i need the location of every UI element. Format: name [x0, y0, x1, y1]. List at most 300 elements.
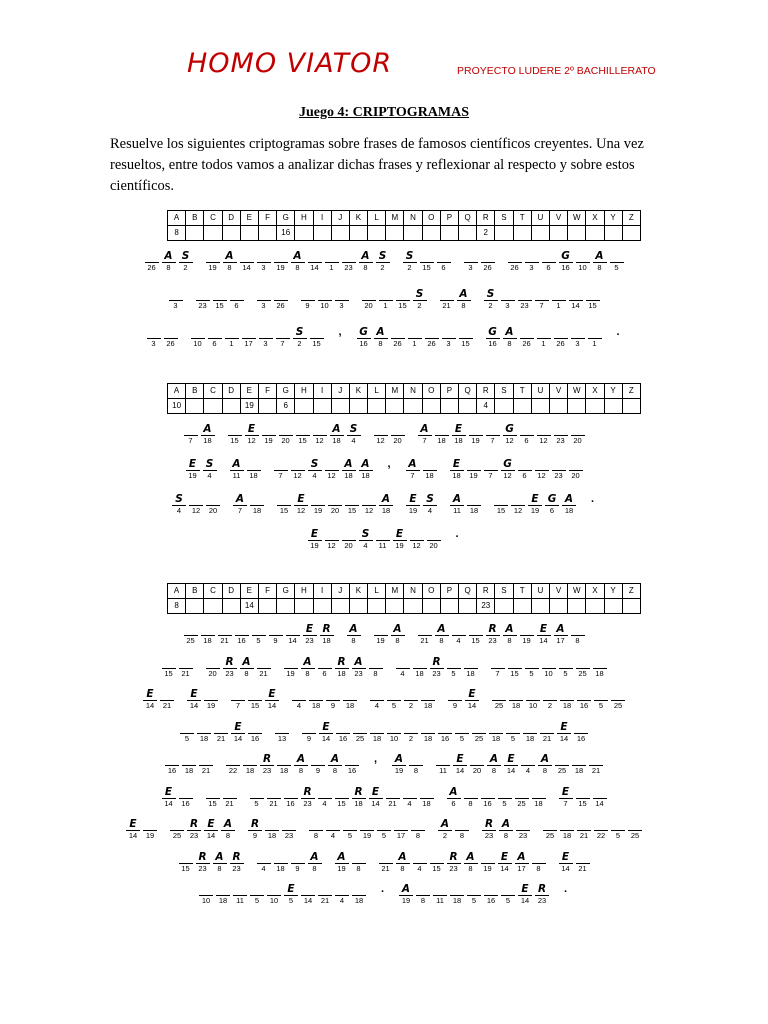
cipher-cell[interactable] [447, 656, 461, 679]
answer-letter[interactable]: R [535, 883, 549, 896]
answer-letter[interactable] [520, 326, 534, 339]
cipher-cell[interactable] [318, 786, 332, 809]
answer-letter[interactable]: A [359, 250, 373, 263]
cipher-cell[interactable] [469, 423, 483, 446]
answer-letter[interactable] [574, 721, 588, 734]
key-number-cell[interactable] [313, 399, 331, 414]
answer-letter[interactable] [197, 721, 211, 734]
answer-letter[interactable] [509, 688, 523, 701]
cipher-cell[interactable] [486, 326, 500, 349]
cipher-cell[interactable] [387, 721, 401, 744]
answer-letter[interactable] [571, 423, 585, 436]
cipher-cell[interactable] [535, 458, 549, 481]
answer-letter[interactable] [143, 818, 157, 831]
cipher-cell[interactable] [562, 493, 576, 516]
cipher-cell[interactable] [508, 656, 522, 679]
answer-letter[interactable] [235, 623, 249, 636]
key-number-cell[interactable] [386, 599, 404, 614]
cipher-cell[interactable] [335, 656, 349, 679]
cipher-cell[interactable] [498, 851, 512, 874]
answer-letter[interactable] [508, 250, 522, 263]
key-number-cell[interactable] [422, 599, 440, 614]
answer-letter[interactable]: A [457, 288, 471, 301]
key-number-cell[interactable] [440, 226, 458, 241]
cipher-cell[interactable] [240, 656, 254, 679]
answer-letter[interactable] [179, 656, 193, 669]
cipher-cell[interactable] [494, 493, 508, 516]
answer-letter[interactable] [352, 883, 366, 896]
cipher-cell[interactable] [393, 528, 407, 551]
cipher-cell[interactable] [277, 753, 291, 776]
answer-letter[interactable]: S [413, 288, 427, 301]
cipher-cell[interactable] [404, 688, 418, 711]
cipher-cell[interactable] [516, 818, 530, 841]
answer-letter[interactable] [291, 851, 305, 864]
cipher-cell[interactable] [413, 656, 427, 679]
cipher-cell[interactable] [248, 818, 262, 841]
cipher-cell[interactable] [420, 250, 434, 273]
cipher-cell[interactable] [302, 721, 316, 744]
answer-letter[interactable]: S [203, 458, 217, 471]
answer-letter[interactable]: E [537, 623, 551, 636]
key-number-cell[interactable] [404, 599, 422, 614]
cipher-cell[interactable] [257, 851, 271, 874]
cipher-cell[interactable] [335, 786, 349, 809]
cipher-cell[interactable] [611, 818, 625, 841]
cipher-cell[interactable] [248, 721, 262, 744]
cipher-cell[interactable] [442, 326, 456, 349]
answer-letter[interactable] [423, 458, 437, 471]
answer-letter[interactable] [282, 818, 296, 831]
cipher-cell[interactable] [593, 250, 607, 273]
answer-letter[interactable] [455, 818, 469, 831]
cipher-cell[interactable] [279, 423, 293, 446]
answer-letter[interactable]: R [301, 786, 315, 799]
answer-letter[interactable] [374, 423, 388, 436]
answer-letter[interactable]: A [435, 623, 449, 636]
answer-letter[interactable] [147, 326, 161, 339]
cipher-cell[interactable] [260, 753, 274, 776]
cipher-cell[interactable] [206, 656, 220, 679]
cipher-cell[interactable] [430, 851, 444, 874]
cipher-cell[interactable] [313, 423, 327, 446]
answer-letter[interactable] [481, 851, 495, 864]
key-number-cell[interactable] [295, 226, 313, 241]
answer-letter[interactable] [226, 753, 240, 766]
cipher-cell[interactable] [594, 818, 608, 841]
cipher-cell[interactable] [532, 786, 546, 809]
cipher-cell[interactable] [318, 288, 332, 311]
answer-letter[interactable]: E [294, 493, 308, 506]
cipher-cell[interactable] [403, 786, 417, 809]
answer-letter[interactable] [492, 688, 506, 701]
cipher-cell[interactable] [328, 753, 342, 776]
cipher-cell[interactable] [250, 493, 264, 516]
answer-letter[interactable] [410, 528, 424, 541]
answer-letter[interactable] [310, 326, 324, 339]
cipher-cell[interactable] [501, 883, 515, 906]
answer-letter[interactable]: E [450, 458, 464, 471]
cipher-cell[interactable] [391, 326, 405, 349]
cipher-cell[interactable] [231, 688, 245, 711]
cipher-cell[interactable] [274, 458, 288, 481]
key-number-cell[interactable] [368, 399, 386, 414]
cipher-cell[interactable] [467, 493, 481, 516]
cipher-cell[interactable] [262, 423, 276, 446]
cipher-cell[interactable] [308, 250, 322, 273]
answer-letter[interactable]: A [499, 818, 513, 831]
cipher-cell[interactable] [376, 528, 390, 551]
answer-letter[interactable] [362, 493, 376, 506]
key-number-cell[interactable] [204, 599, 222, 614]
cipher-cell[interactable] [292, 688, 306, 711]
cipher-cell[interactable] [403, 250, 417, 273]
cipher-cell[interactable] [470, 753, 484, 776]
answer-letter[interactable]: E [265, 688, 279, 701]
cipher-cell[interactable] [406, 493, 420, 516]
key-number-cell[interactable] [440, 599, 458, 614]
answer-letter[interactable] [593, 786, 607, 799]
cipher-cell[interactable] [186, 458, 200, 481]
cipher-cell[interactable] [284, 786, 298, 809]
answer-letter[interactable] [257, 250, 271, 263]
answer-letter[interactable] [370, 721, 384, 734]
cipher-cell[interactable] [320, 623, 334, 646]
answer-letter[interactable] [484, 883, 498, 896]
answer-letter[interactable] [470, 753, 484, 766]
cipher-cell[interactable] [231, 721, 245, 744]
key-number-cell[interactable] [586, 599, 604, 614]
cipher-cell[interactable] [411, 818, 425, 841]
answer-letter[interactable] [377, 818, 391, 831]
answer-letter[interactable] [537, 326, 551, 339]
cipher-cell[interactable] [293, 326, 307, 349]
cipher-cell[interactable] [359, 250, 373, 273]
cipher-cell[interactable] [345, 753, 359, 776]
cipher-cell[interactable] [543, 688, 557, 711]
cipher-cell[interactable] [452, 423, 466, 446]
answer-letter[interactable] [326, 688, 340, 701]
answer-letter[interactable]: S [293, 326, 307, 339]
cipher-cell[interactable] [309, 688, 323, 711]
key-number-cell[interactable] [440, 399, 458, 414]
key-number-cell[interactable] [531, 399, 549, 414]
cipher-cell[interactable] [559, 250, 573, 273]
cipher-cell[interactable] [453, 753, 467, 776]
answer-letter[interactable] [223, 786, 237, 799]
cipher-cell[interactable] [250, 786, 264, 809]
cipher-cell[interactable] [172, 493, 186, 516]
answer-letter[interactable]: E [186, 458, 200, 471]
key-number-cell[interactable] [258, 399, 276, 414]
answer-letter[interactable] [464, 656, 478, 669]
answer-letter[interactable]: G [501, 458, 515, 471]
key-number-cell[interactable] [586, 226, 604, 241]
cipher-cell[interactable] [325, 250, 339, 273]
answer-letter[interactable] [262, 423, 276, 436]
cipher-cell[interactable] [347, 423, 361, 446]
cipher-cell[interactable] [611, 688, 625, 711]
cipher-cell[interactable] [179, 656, 193, 679]
key-number-cell[interactable] [495, 599, 513, 614]
cipher-cell[interactable] [143, 688, 157, 711]
key-number-cell[interactable] [549, 226, 567, 241]
answer-letter[interactable]: A [308, 851, 322, 864]
cipher-cell[interactable] [576, 786, 590, 809]
answer-letter[interactable] [165, 753, 179, 766]
cipher-cell[interactable] [206, 786, 220, 809]
cipher-cell[interactable] [326, 688, 340, 711]
answer-letter[interactable] [196, 288, 210, 301]
answer-letter[interactable] [296, 423, 310, 436]
answer-letter[interactable]: E [406, 493, 420, 506]
cipher-cell[interactable] [464, 786, 478, 809]
answer-letter[interactable] [182, 753, 196, 766]
cipher-cell[interactable] [218, 623, 232, 646]
cipher-cell[interactable] [311, 753, 325, 776]
cipher-cell[interactable] [526, 688, 540, 711]
cipher-cell[interactable] [499, 818, 513, 841]
answer-letter[interactable] [218, 623, 232, 636]
answer-letter[interactable] [525, 656, 539, 669]
answer-letter[interactable]: E [465, 688, 479, 701]
answer-letter[interactable] [516, 818, 530, 831]
key-number-cell[interactable] [568, 399, 586, 414]
answer-letter[interactable] [328, 493, 342, 506]
answer-letter[interactable]: A [240, 656, 254, 669]
answer-letter[interactable]: A [374, 326, 388, 339]
cipher-cell[interactable] [291, 851, 305, 874]
answer-letter[interactable] [542, 656, 556, 669]
key-number-cell[interactable] [568, 226, 586, 241]
answer-letter[interactable] [391, 326, 405, 339]
answer-letter[interactable] [543, 818, 557, 831]
cipher-cell[interactable] [559, 786, 573, 809]
answer-letter[interactable]: A [213, 851, 227, 864]
cipher-cell[interactable] [201, 623, 215, 646]
cipher-cell[interactable] [250, 883, 264, 906]
answer-letter[interactable]: A [450, 493, 464, 506]
cipher-cell[interactable] [335, 288, 349, 311]
answer-letter[interactable] [206, 656, 220, 669]
cipher-cell[interactable] [515, 851, 529, 874]
answer-letter[interactable]: E [245, 423, 259, 436]
answer-letter[interactable] [274, 250, 288, 263]
cipher-cell[interactable] [369, 656, 383, 679]
answer-letter[interactable] [467, 883, 481, 896]
answer-letter[interactable] [216, 883, 230, 896]
answer-letter[interactable] [248, 688, 262, 701]
cipher-cell[interactable] [179, 851, 193, 874]
answer-letter[interactable] [628, 818, 642, 831]
answer-letter[interactable]: A [233, 493, 247, 506]
cipher-cell[interactable] [396, 656, 410, 679]
answer-letter[interactable]: S [179, 250, 193, 263]
answer-letter[interactable] [204, 688, 218, 701]
cipher-cell[interactable] [511, 493, 525, 516]
cipher-cell[interactable] [545, 493, 559, 516]
cipher-cell[interactable] [286, 623, 300, 646]
cipher-cell[interactable] [450, 883, 464, 906]
key-number-cell[interactable]: 10 [168, 399, 186, 414]
key-number-cell[interactable] [295, 599, 313, 614]
answer-letter[interactable] [543, 688, 557, 701]
answer-letter[interactable]: A [399, 883, 413, 896]
cipher-cell[interactable] [528, 493, 542, 516]
answer-letter[interactable] [554, 326, 568, 339]
cipher-cell[interactable] [472, 721, 486, 744]
answer-letter[interactable] [284, 786, 298, 799]
cipher-cell[interactable] [206, 493, 220, 516]
answer-letter[interactable]: A [503, 326, 517, 339]
key-number-cell[interactable] [204, 399, 222, 414]
answer-letter[interactable]: A [230, 458, 244, 471]
cipher-cell[interactable] [540, 721, 554, 744]
cipher-cell[interactable] [486, 423, 500, 446]
cipher-cell[interactable] [520, 623, 534, 646]
answer-letter[interactable] [250, 883, 264, 896]
answer-letter[interactable] [442, 326, 456, 339]
answer-letter[interactable] [379, 851, 393, 864]
cipher-cell[interactable] [267, 883, 281, 906]
cipher-cell[interactable] [223, 786, 237, 809]
answer-letter[interactable] [206, 250, 220, 263]
answer-letter[interactable] [301, 883, 315, 896]
cipher-cell[interactable] [257, 250, 271, 273]
cipher-cell[interactable] [571, 423, 585, 446]
answer-letter[interactable]: G [559, 250, 573, 263]
cipher-cell[interactable] [467, 458, 481, 481]
key-number-cell[interactable]: 4 [477, 399, 495, 414]
answer-letter[interactable]: E [143, 688, 157, 701]
answer-letter[interactable] [311, 493, 325, 506]
answer-letter[interactable] [494, 493, 508, 506]
key-number-cell[interactable] [513, 599, 531, 614]
key-number-cell[interactable] [404, 399, 422, 414]
answer-letter[interactable]: R [352, 786, 366, 799]
cipher-cell[interactable] [413, 288, 427, 311]
cipher-cell[interactable] [165, 753, 179, 776]
answer-letter[interactable]: S [359, 528, 373, 541]
answer-letter[interactable]: E [528, 493, 542, 506]
key-number-cell[interactable] [531, 599, 549, 614]
key-number-cell[interactable] [513, 399, 531, 414]
answer-letter[interactable] [498, 786, 512, 799]
cipher-cell[interactable] [525, 656, 539, 679]
key-number-cell[interactable] [349, 599, 367, 614]
answer-letter[interactable] [325, 250, 339, 263]
cipher-cell[interactable] [245, 423, 259, 446]
answer-letter[interactable]: E [559, 786, 573, 799]
answer-letter[interactable]: E [303, 623, 317, 636]
key-number-cell[interactable] [368, 599, 386, 614]
answer-letter[interactable] [213, 288, 227, 301]
key-number-cell[interactable] [240, 226, 258, 241]
cipher-cell[interactable] [199, 883, 213, 906]
key-number-cell[interactable] [331, 399, 349, 414]
answer-letter[interactable] [396, 656, 410, 669]
cipher-cell[interactable] [126, 818, 140, 841]
cipher-cell[interactable] [467, 883, 481, 906]
cipher-cell[interactable] [301, 786, 315, 809]
answer-letter[interactable] [540, 721, 554, 734]
answer-letter[interactable] [576, 851, 590, 864]
answer-letter[interactable] [435, 423, 449, 436]
cipher-cell[interactable] [413, 851, 427, 874]
cipher-cell[interactable] [204, 818, 218, 841]
cipher-cell[interactable] [421, 721, 435, 744]
cipher-cell[interactable] [416, 883, 430, 906]
answer-letter[interactable]: A [335, 851, 349, 864]
answer-letter[interactable]: A [562, 493, 576, 506]
answer-letter[interactable] [326, 818, 340, 831]
answer-letter[interactable] [440, 288, 454, 301]
cipher-cell[interactable] [576, 851, 590, 874]
answer-letter[interactable] [184, 623, 198, 636]
answer-letter[interactable] [576, 786, 590, 799]
cipher-cell[interactable] [589, 753, 603, 776]
cipher-cell[interactable] [508, 250, 522, 273]
cipher-cell[interactable] [571, 326, 585, 349]
key-number-cell[interactable] [386, 399, 404, 414]
answer-letter[interactable] [511, 493, 525, 506]
cipher-cell[interactable] [532, 851, 546, 874]
key-number-cell[interactable] [495, 226, 513, 241]
cipher-cell[interactable] [301, 883, 315, 906]
answer-letter[interactable]: E [557, 721, 571, 734]
cipher-cell[interactable] [204, 688, 218, 711]
answer-letter[interactable] [408, 326, 422, 339]
key-number-cell[interactable] [459, 599, 477, 614]
cipher-cell[interactable] [482, 818, 496, 841]
answer-letter[interactable] [206, 493, 220, 506]
cipher-cell[interactable] [491, 656, 505, 679]
cipher-cell[interactable] [342, 528, 356, 551]
answer-letter[interactable] [225, 326, 239, 339]
cipher-cell[interactable] [542, 250, 556, 273]
answer-letter[interactable] [411, 818, 425, 831]
answer-letter[interactable]: A [342, 458, 356, 471]
answer-letter[interactable] [455, 721, 469, 734]
answer-letter[interactable] [313, 423, 327, 436]
cipher-cell[interactable] [576, 656, 590, 679]
key-number-cell[interactable]: 8 [168, 226, 186, 241]
answer-letter[interactable] [571, 623, 585, 636]
answer-letter[interactable] [452, 623, 466, 636]
cipher-cell[interactable] [259, 326, 273, 349]
answer-letter[interactable]: A [515, 851, 529, 864]
answer-letter[interactable]: G [545, 493, 559, 506]
answer-letter[interactable]: G [357, 326, 371, 339]
answer-letter[interactable] [189, 493, 203, 506]
answer-letter[interactable] [169, 288, 183, 301]
key-number-cell[interactable] [186, 599, 204, 614]
cipher-cell[interactable] [537, 623, 551, 646]
cipher-cell[interactable] [223, 656, 237, 679]
cipher-cell[interactable] [560, 818, 574, 841]
cipher-cell[interactable] [308, 528, 322, 551]
cipher-cell[interactable] [455, 818, 469, 841]
cipher-cell[interactable] [335, 883, 349, 906]
answer-letter[interactable] [576, 250, 590, 263]
key-number-cell[interactable] [422, 399, 440, 414]
cipher-cell[interactable] [182, 753, 196, 776]
answer-letter[interactable] [231, 688, 245, 701]
answer-letter[interactable] [560, 818, 574, 831]
answer-letter[interactable] [391, 423, 405, 436]
answer-letter[interactable]: A [347, 623, 361, 636]
answer-letter[interactable] [325, 528, 339, 541]
